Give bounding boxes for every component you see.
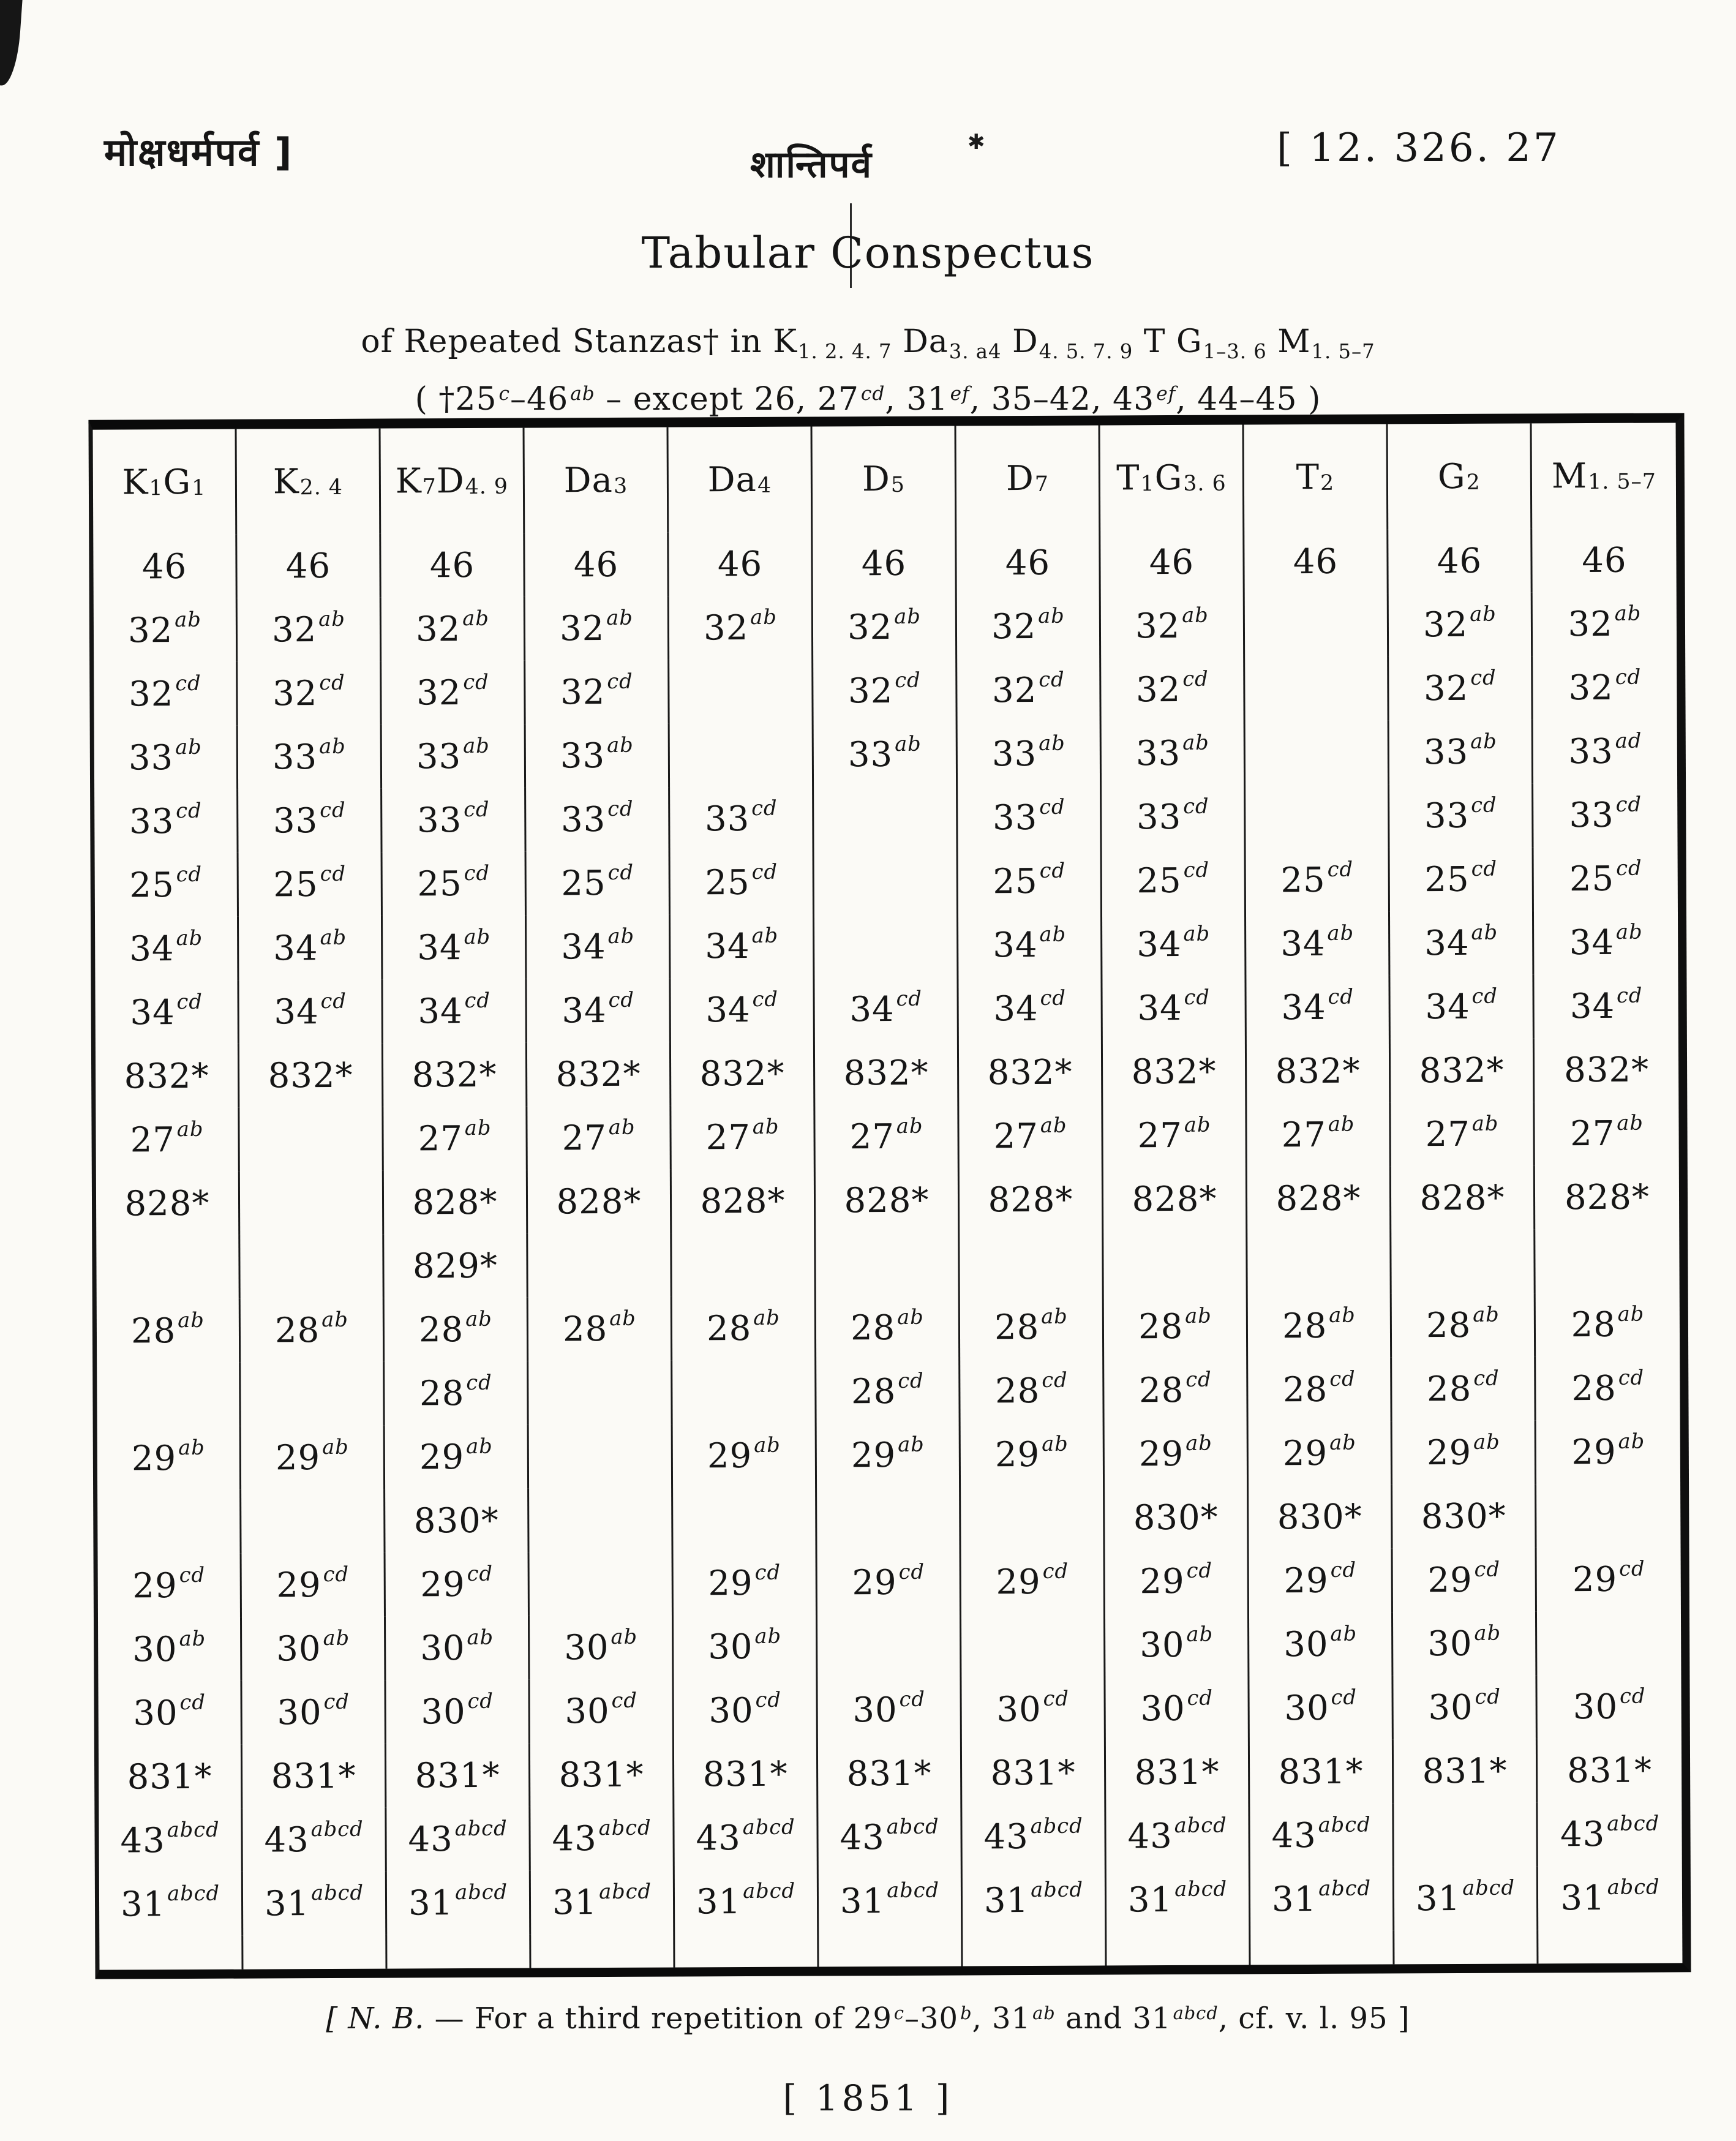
table-cell-r17-c7: 29 cd [961,1549,1105,1614]
table-cell-r1-c5: 46 [669,532,813,596]
running-head-reference: [ 12. 326. 27 [1277,126,1561,171]
table-cell-r9-c8: 832* [1103,1039,1247,1104]
table-cell-r5-c4: 33 cd [526,788,670,852]
table-cell-r19-c4: 30 cd [530,1679,674,1744]
table-cell-r17-c8: 29 cd [1105,1549,1249,1613]
table-cell-r22-c1: 31 abcd [99,1872,243,1936]
table-cell-r14-c9: 28 cd [1248,1357,1392,1421]
table-cell-r17-c4 [530,1552,674,1616]
table-cell-r14-c4 [528,1361,672,1425]
table-cell-r2-c9 [1245,593,1389,657]
table-cell-r3-c10: 32 cd [1389,656,1533,720]
column-header-10: G 2 [1388,423,1533,529]
table-cell-r6-c8: 25 cd [1102,848,1246,912]
table-cell-r15-c9: 29 ab [1249,1421,1392,1485]
table-cell-r8-c9: 34 cd [1246,975,1390,1039]
table-cell-r6-c5: 25 cd [671,851,814,915]
table-cell-r20-c2: 831* [242,1744,386,1808]
table-cell-r4-c5 [670,723,814,788]
column-header-8: T 1 G 3. 6 [1100,424,1245,530]
table-cell-r3-c4: 32 cd [525,660,669,724]
table-cell-r10-c2 [239,1107,383,1172]
table-cell-r20-c4: 831* [530,1743,674,1807]
column-header-5: Da 4 [669,427,813,533]
table-filler-cell [243,1935,387,1970]
table-cell-r11-c9: 828* [1247,1166,1391,1230]
table-cell-r7-c10: 34 ab [1390,911,1534,975]
table-cell-r14-c6: 28 cd [816,1360,960,1424]
table-cell-r5-c5: 33 cd [670,787,814,851]
table-cell-r11-c4: 828* [528,1170,672,1234]
table-cell-r20-c6: 831* [818,1741,962,1805]
table-cell-r12-c3: 829* [384,1234,528,1298]
table-cell-r19-c7: 30 cd [961,1677,1105,1741]
footnote [0,2001,1736,2036]
table-cell-r6-c6 [814,850,958,914]
table-cell-r22-c5: 31 abcd [675,1870,819,1934]
table-cell-r9-c9: 832* [1247,1039,1391,1103]
table-cell-r20-c7: 831* [962,1740,1106,1805]
table-cell-r13-c9: 28 ab [1248,1293,1392,1358]
table-cell-r19-c3: 30 cd [386,1680,530,1744]
table-cell-r15-c7: 29 ab [961,1422,1105,1486]
table-cell-r6-c3: 25 cd [383,852,527,916]
table-cell-r12-c4 [528,1233,672,1298]
table-cell-r15-c1: 29 ab [97,1426,241,1491]
table-cell-r8-c7: 34 cd [958,976,1102,1040]
table-cell-r7-c9: 34 ab [1246,911,1390,976]
table-cell-r4-c7: 33 ab [958,721,1102,786]
table-cell-r11-c5: 828* [672,1169,816,1233]
table-cell-r16-c9: 830* [1249,1484,1392,1549]
table-cell-r9-c11: 832* [1564,1050,1650,1090]
table-cell-r3-c1: 32 cd [94,662,238,726]
table-cell-r19-c10: 30 cd [1393,1675,1537,1739]
table-cell-r9-c3: 832* [383,1043,527,1107]
table-cell-r12-c1 [96,1235,240,1300]
table-cell-r9-c10: 832* [1391,1038,1535,1102]
table-cell-r2-c1: 32 ab [94,598,238,663]
table-cell-r15-c2: 29 ab [241,1426,385,1490]
table-cell-r14-c11: 28 cd [1571,1365,1645,1409]
table-cell-r14-c2 [241,1362,385,1426]
table-cell-r1-c8: 46 [1100,530,1244,594]
table-cell-r21-c2: 43 abcd [242,1808,386,1872]
column-header-6: D 5 [813,426,957,532]
table-cell-r21-c9: 43 abcd [1250,1803,1394,1867]
table-cell-r22-c2: 31 abcd [243,1872,387,1936]
table-cell-r13-c7: 28 ab [960,1295,1104,1359]
table-cell-r17-c11: 29 cd [1572,1556,1645,1600]
table-cell-r3-c11: 32 cd [1568,664,1642,708]
table-cell-r8-c10: 34 cd [1390,974,1534,1039]
table-cell-r18-c11 [1537,1611,1681,1675]
table-cell-r9-c2: 832* [239,1044,383,1108]
table-cell-r12-c2 [240,1235,384,1299]
table-cell-r2-c8: 32 ab [1101,593,1245,658]
table-cell-r13-c2: 28 ab [241,1298,385,1363]
table-cell-r4-c11: 33 ad [1568,728,1642,772]
table-cell-r15-c3: 29 ab [385,1425,529,1489]
table-cell-r9-c1: 832* [96,1044,239,1108]
table-cell-r10-c9: 27 ab [1247,1102,1391,1167]
table-cell-r16-c7 [961,1486,1105,1550]
table-cell-r17-c3: 29 cd [386,1552,530,1617]
table-cell-r22-c3: 31 abcd [387,1871,531,1935]
table-cell-r16-c3: 830* [385,1489,529,1553]
table-cell-r9-c5: 832* [671,1042,815,1106]
table-cell-r12-c9 [1247,1230,1391,1294]
table-cell-r1-c7: 46 [956,530,1100,595]
table-cell-r18-c5: 30 ab [674,1615,817,1679]
table-cell-r4-c1: 33 ab [94,726,238,790]
table-cell-r6-c4: 25 cd [527,851,671,916]
table-cell-r5-c8: 33 cd [1102,785,1246,849]
table-cell-r10-c8: 27 ab [1103,1103,1247,1167]
table-cell-r6-c9: 25 cd [1246,848,1390,912]
table-cell-r4-c9 [1246,720,1389,785]
table-cell-r10-c4: 27 ab [527,1106,671,1170]
table-cell-r3-c9 [1245,657,1389,721]
table-cell-r7-c5: 34 ab [671,914,814,979]
table-filler-cell [99,1936,243,1970]
table-cell-r15-c5: 29 ab [673,1424,817,1488]
table-cell-r2-c11: 32 ab [1568,601,1642,644]
table-cell-r1-c1: 46 [93,535,237,599]
table-cell-r21-c6: 43 abcd [818,1805,962,1869]
table-cell-r7-c6 [814,914,958,978]
table-cell-r13-c6: 28 ab [816,1296,960,1360]
table-cell-r16-c11 [1536,1483,1680,1548]
table-cell-r19-c2: 30 cd [242,1680,386,1745]
table-cell-r12-c5 [672,1233,816,1297]
column-header-2: K 2. 4 [237,429,381,535]
table-cell-r15-c8: 29 ab [1105,1421,1249,1486]
column-header-1: K 1 G 1 [93,429,238,535]
table-cell-r13-c5: 28 ab [672,1296,816,1361]
table-cell-r21-c10 [1394,1802,1538,1867]
table-cell-r10-c3: 27 ab [383,1107,527,1171]
table-cell-r8-c1: 34 cd [95,980,239,1045]
table-cell-r7-c2: 34 ab [239,916,383,980]
table-cell-r6-c2: 25 cd [239,852,383,917]
footnote-lead: [ N. B. [326,2001,425,2036]
table-cell-r17-c2: 29 cd [242,1553,386,1617]
table-filler-cell [1394,1930,1538,1964]
table-cell-r5-c7: 33 cd [958,785,1102,849]
table-cell-r17-c1: 29 cd [98,1554,242,1618]
table-cell-r16-c5 [673,1488,817,1552]
table-cell-r1-c6: 46 [813,532,956,596]
table-cell-r18-c9: 30 ab [1249,1612,1393,1676]
table-filler-cell [1107,1931,1250,1965]
table-cell-r6-c10: 25 cd [1390,847,1534,911]
table-cell-r13-c3: 28 ab [385,1298,528,1362]
table-cell-r10-c7: 27 ab [959,1104,1103,1168]
table-cell-r16-c2 [241,1489,385,1554]
table-cell-r19-c11: 30 cd [1573,1684,1646,1727]
table-cell-r12-c11 [1535,1229,1679,1293]
table-cell-r18-c6 [817,1614,961,1678]
table-cell-r7-c7: 34 ab [958,912,1102,977]
table-cell-r1-c9: 46 [1244,529,1388,593]
table-cell-r8-c8: 34 cd [1102,976,1246,1040]
table-cell-r3-c6: 32 cd [813,659,957,723]
table-cell-r14-c5 [672,1360,816,1424]
table-cell-r20-c9: 831* [1250,1739,1394,1804]
table-cell-r13-c10: 28 ab [1392,1293,1536,1357]
column-header-7: D 7 [956,425,1101,531]
table-cell-r11-c7: 828* [960,1167,1103,1232]
table-cell-r4-c6: 33 ab [814,723,958,787]
table-cell-r5-c11: 33 cd [1569,792,1642,835]
table-cell-r21-c11: 43 abcd [1560,1811,1660,1854]
table-cell-r16-c10: 830* [1392,1484,1536,1548]
table-cell-r16-c6 [817,1486,961,1551]
table-cell-r12-c7 [960,1231,1103,1295]
table-cell-r19-c8: 30 cd [1105,1676,1249,1740]
table-cell-r15-c6: 29 ab [817,1423,961,1487]
table-cell-r11-c10: 828* [1391,1165,1535,1230]
table-cell-r20-c10: 831* [1394,1739,1538,1803]
table-cell-r5-c1: 33 cd [94,789,238,854]
table-cell-r18-c4: 30 ab [530,1616,674,1680]
table-cell-r5-c10: 33 cd [1389,783,1533,848]
table-cell-r7-c3: 34 ab [383,916,527,980]
table-cell-r17-c5: 29 cd [674,1551,817,1616]
table-cell-r15-c4 [529,1424,673,1489]
table-cell-r22-c8: 31 abcd [1107,1867,1250,1932]
table-cell-r2-c3: 32 ab [381,597,525,661]
table-cell-r20-c5: 831* [674,1742,818,1807]
table-cell-r3-c5 [669,660,813,724]
table-cell-r8-c4: 34 cd [527,979,671,1043]
table-cell-r14-c7: 28 cd [960,1358,1104,1423]
table-cell-r11-c3: 828* [384,1170,528,1235]
table-cell-r11-c1: 828* [96,1172,240,1236]
page-title: Tabular Conspectus [641,228,1095,278]
table-cell-r10-c1: 27 ab [96,1108,239,1172]
table-cell-r16-c1 [97,1490,241,1554]
table-filler-cell [387,1935,531,1969]
table-cell-r17-c10: 29 cd [1393,1548,1537,1612]
table-cell-r7-c11: 34 ab [1569,919,1643,963]
table-cell-r15-c11: 29 ab [1571,1429,1645,1472]
table-cell-r5-c2: 33 cd [238,789,382,853]
column-header-4: Da 3 [525,427,669,533]
table-cell-r16-c8: 830* [1105,1485,1249,1549]
running-head-left: मोक्षधर्मपर्व ] [104,130,293,175]
table-cell-r19-c6: 30 cd [817,1677,961,1742]
table-cell-r21-c1: 43 abcd [99,1808,242,1873]
table-cell-r1-c3: 46 [381,533,525,598]
table-cell-r14-c3: 28 cd [385,1361,528,1426]
table-cell-r3-c7: 32 cd [957,658,1101,722]
conspectus-table [88,413,1691,1979]
table-cell-r2-c10: 32 ab [1389,592,1533,657]
table-cell-r14-c8: 28 cd [1104,1358,1248,1422]
table-cell-r3-c3: 32 cd [381,661,525,725]
scan-artifact [0,0,23,86]
table-cell-r1-c4: 46 [525,533,669,597]
table-cell-r12-c8 [1103,1230,1247,1295]
table-cell-r18-c8: 30 ab [1105,1612,1249,1677]
table-cell-r19-c1: 30 cd [98,1681,242,1745]
table-cell-r20-c11: 831* [1567,1750,1653,1791]
table-cell-r2-c7: 32 ab [957,594,1101,658]
table-cell-r2-c2: 32 ab [238,598,381,662]
table-cell-r11-c11: 828* [1564,1177,1650,1217]
column-header-9: T 2 [1244,424,1389,530]
table-cell-r15-c10: 29 ab [1392,1420,1536,1484]
table-cell-r18-c1: 30 ab [98,1617,242,1682]
page-number: [ 1851 ] [783,2077,953,2119]
ornament-mark: ✱ [968,130,985,154]
table-cell-r9-c4: 832* [527,1042,671,1107]
footnote-text: — For a third repetition of 29 $^c$–30 $^b$, 31 $^{ab}$ and 31 $^{abcd}$, cf. v. l. 95 ] [424,2001,1410,2036]
table-cell-r8-c6: 34 cd [814,977,958,1042]
table-cell-r1-c10: 46 [1388,529,1532,593]
table-filler-cell [819,1932,963,1966]
table-cell-r6-c7: 25 cd [958,849,1102,913]
table-cell-r12-c10 [1391,1229,1535,1293]
table-cell-r18-c2: 30 ab [242,1617,386,1681]
table-cell-r22-c11: 31 abcd [1560,1875,1660,1918]
table-cell-r11-c6: 828* [816,1168,960,1233]
table-cell-r6-c1: 25 cd [95,853,239,917]
table-cell-r7-c8: 34 ab [1102,912,1246,976]
table-cell-r19-c5: 30 cd [674,1679,817,1743]
table-cell-r13-c11: 28 ab [1571,1301,1645,1345]
table-cell-r20-c1: 831* [99,1745,242,1809]
table-cell-r8-c5: 34 cd [671,978,814,1042]
table-cell-r4-c2: 33 ab [238,725,382,789]
table-filler-cell [531,1934,675,1968]
table-cell-r22-c7: 31 abcd [963,1868,1107,1932]
table-cell-r4-c4: 33 ab [526,724,670,788]
table-cell-r4-c10: 33 ab [1389,720,1533,784]
table-cell-r8-c2: 34 cd [239,980,383,1044]
table-cell-r10-c5: 27 ab [671,1105,815,1170]
table-filler-cell [963,1932,1107,1966]
table-cell-r22-c9: 31 abcd [1250,1867,1394,1931]
table-cell-r9-c7: 832* [959,1040,1103,1104]
table-cell-r2-c5: 32 ab [669,596,813,660]
table-cell-r11-c2 [240,1171,384,1235]
table-filler-cell [1250,1930,1394,1965]
table-cell-r1-c11: 46 [1582,540,1627,581]
table-cell-r9-c6: 832* [815,1041,959,1105]
table-cell-r10-c6: 27 ab [815,1105,959,1169]
table-cell-r13-c4: 28 ab [528,1297,672,1361]
table-cell-r3-c2: 32 cd [238,661,381,726]
table-cell-r19-c9: 30 cd [1249,1676,1393,1740]
table-cell-r10-c11: 27 ab [1570,1110,1644,1154]
table-cell-r4-c3: 33 ab [382,724,526,789]
table-cell-r14-c10: 28 cd [1392,1356,1536,1421]
table-cell-r18-c10: 30 ab [1393,1611,1537,1676]
table-cell-r17-c9: 29 cd [1249,1548,1393,1612]
running-head-center: शान्तिपर्व [750,143,873,186]
table-cell-r5-c6 [814,786,958,851]
table-cell-r5-c9 [1246,784,1389,848]
table-cell-r5-c3: 33 cd [382,788,526,852]
page-subtitle: of Repeated Stanzas† in K1. 2. 4. 7 Da3. a4 D4. 5. 7. 9 T G1–3. 6 M1. 5–7 [361,323,1375,363]
table-filler-cell [1538,1929,1682,1963]
table-cell-r20-c3: 831* [386,1744,530,1808]
table-cell-r17-c6: 29 cd [817,1550,961,1614]
table-cell-r11-c8: 828* [1103,1167,1247,1231]
table-cell-r20-c8: 831* [1106,1740,1250,1804]
table-cell-r8-c11: 34 cd [1569,983,1643,1026]
table-cell-r2-c4: 32 ab [525,596,669,661]
table-cell-r21-c5: 43 abcd [674,1806,818,1870]
table-cell-r13-c1: 28 ab [97,1299,241,1363]
table-cell-r2-c6: 32 ab [813,595,957,660]
table-cell-r4-c8: 33 ab [1102,721,1246,785]
table-cell-r21-c7: 43 abcd [962,1804,1106,1868]
table-cell-r22-c4: 31 abcd [531,1870,675,1935]
table-cell-r12-c6 [816,1232,960,1296]
table-cell-r1-c2: 46 [237,534,381,598]
column-header-11: M 1. 5–7 [1551,456,1657,496]
page-subtitle-note: ( $\dagger 25^c-46^{ab}$ – except 26, $27^{cd}$, $31^{ef}$, 35–42, $43^{ef}$, 44–45 ) [415,381,1321,418]
table-cell-r8-c3: 34 cd [383,979,527,1044]
table-cell-r18-c7 [961,1613,1105,1677]
table-cell-r14-c1 [97,1363,241,1427]
table-cell-r7-c1: 34 ab [95,917,239,981]
table-cell-r21-c8: 43 abcd [1106,1804,1250,1868]
table-cell-r10-c10: 27 ab [1391,1102,1535,1166]
table-filler-cell [675,1933,819,1968]
table-cell-r6-c11: 25 cd [1569,856,1642,899]
table-cell-r7-c4: 34 ab [527,915,671,979]
table-cell-r16-c4 [529,1488,673,1552]
table-cell-r21-c3: 43 abcd [386,1807,530,1872]
column-header-3: K 7 D 4. 9 [381,428,525,534]
table-cell-r21-c4: 43 abcd [530,1807,674,1871]
table-cell-r22-c10: 31 abcd [1394,1866,1538,1930]
table-cell-r3-c8: 32 cd [1101,657,1245,721]
table-cell-r13-c8: 28 ab [1104,1294,1248,1358]
table-cell-r22-c6: 31 abcd [819,1868,963,1933]
table-cell-r18-c3: 30 ab [386,1616,530,1680]
